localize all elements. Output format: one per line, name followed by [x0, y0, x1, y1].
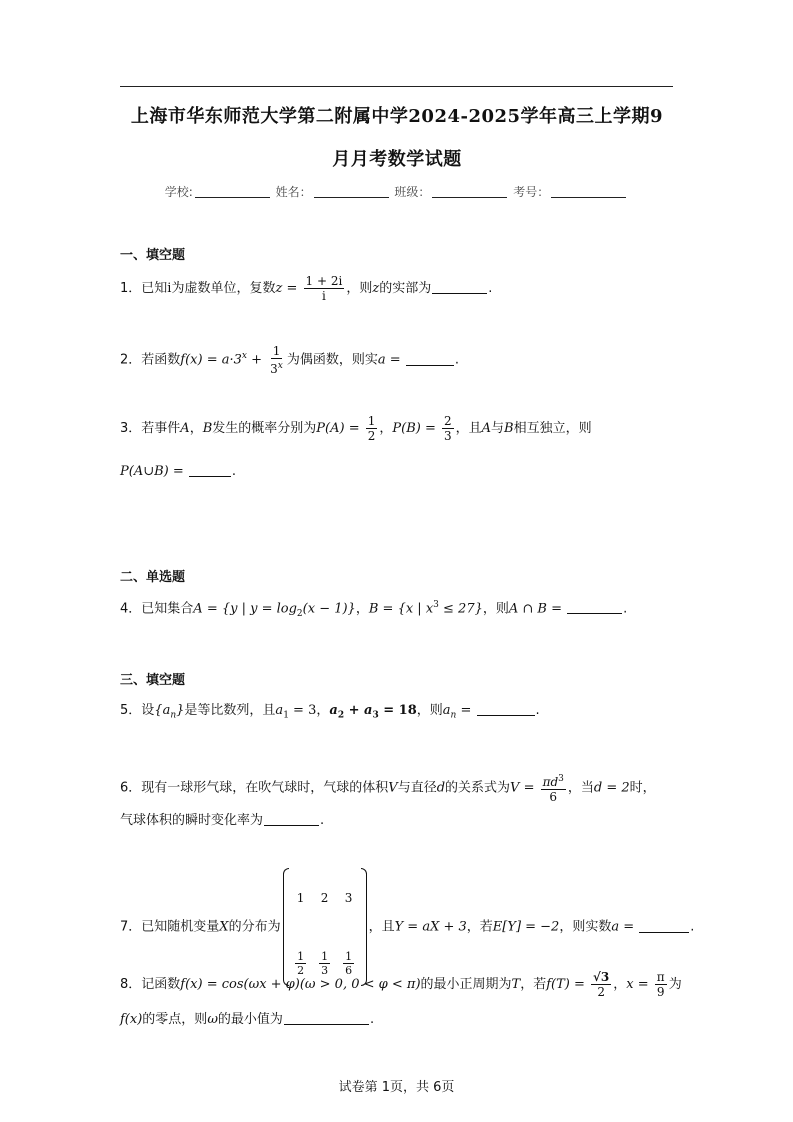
question-3-line2: P(A∪B) = . [120, 464, 237, 479]
question-7: 7．已知随机变量X的分布为 1 2 3 $\frac{1}{2}$ $\frac{1}{3}$ $\frac{1}{6}$ ，且Y = aX + 3，若E[Y] = −2，则实数a = . [120, 868, 694, 986]
name-label: 姓名： [275, 185, 312, 199]
number-label: 考号： [513, 185, 550, 199]
page-title-line2: 月月考数学试题 [332, 149, 462, 170]
page-title-line1: 上海市华东师范大学第二附属中学2024-2025学年高三上学期9 [130, 106, 664, 127]
fraction: $\frac{1}{2}$ [367, 414, 376, 443]
question-8-line2: f(x)的零点，则ω的最小值为 . [120, 1012, 375, 1027]
school-label: 学校: [164, 185, 193, 199]
school-blank[interactable] [195, 185, 270, 198]
question-6: 6．现有一球形气球，在吹气球时，气球的体积V与直径d的关系式为V = $\frac{\pi d^3}{6}$ ，当d = 2时， [120, 774, 656, 804]
class-blank[interactable] [432, 185, 507, 198]
top-rule [120, 86, 673, 87]
question-8: 8．记函数f(x) = cos(ωx + φ)(ω > 0, 0 < φ < π)的最小正周期为T，若f(T) = $\frac{√3}{2}$ ，x = $\frac{\pi}{9}$ 为 [120, 970, 682, 999]
question-1: 1．已知i为虚数单位，复数z = $\frac{1 + 2i}{i}$ ，则z的实部为 . [120, 274, 493, 303]
fraction: $\frac{√3}{2}$ [593, 970, 610, 999]
answer-blank[interactable] [567, 601, 622, 614]
question-2: 2．若函数$f(x) = a\cdot 3^x$ + $\frac{1}{3^x}$ 为偶函数，则实a = . [120, 344, 459, 376]
fraction: $\frac{\pi}{9}$ [656, 970, 665, 999]
class-label: 班级： [394, 185, 431, 199]
fraction: $\frac{\pi d^3}{6}$ [542, 774, 564, 804]
section-heading-single-choice: 二、单选题 [120, 570, 186, 585]
section-heading-fill-blank-1: 一、填空题 [120, 248, 186, 263]
section-heading-fill-blank-3: 三、填空题 [120, 673, 186, 688]
name-blank[interactable] [314, 185, 389, 198]
question-3: 3．若事件A，B发生的概率分别为P(A) = $\frac{1}{2}$ ，P(B) = $\frac{2}{3}$ ，且A与B相互独立，则 [120, 414, 592, 443]
answer-blank[interactable] [639, 920, 689, 933]
answer-blank[interactable] [264, 813, 319, 826]
distribution-matrix: 1 2 3 $\frac{1}{2}$ $\frac{1}{3}$ $\frac{1}{6}$ [283, 868, 367, 986]
question-4: 4．已知集合A = {y | $y = \log_2(x - 1)$}，B = {x | $x^3 \le 27$}，则A ∩ B = . [120, 600, 628, 619]
student-info-row [120, 183, 673, 200]
question-6-line2: 气球体积的瞬时变化率为 . [120, 813, 325, 828]
fraction: $\frac{1 + 2i}{i}$ [305, 274, 343, 303]
fraction: $\frac{1}{3^x}$ [270, 344, 283, 376]
answer-blank[interactable] [406, 353, 454, 366]
page-footer: 试卷第 1页，共 6页 [338, 1080, 455, 1095]
question-5: 5．设$\{a_n\}$是等比数列，且$a_1 = 3$，$a_2 + a_3 = 18$，则$a_n$ = . [120, 703, 540, 721]
answer-blank[interactable] [189, 464, 231, 477]
answer-blank[interactable] [477, 703, 535, 716]
fraction: $\frac{2}{3}$ [443, 414, 452, 443]
answer-blank[interactable] [284, 1012, 369, 1025]
number-blank[interactable] [551, 185, 626, 198]
answer-blank[interactable] [432, 281, 487, 294]
